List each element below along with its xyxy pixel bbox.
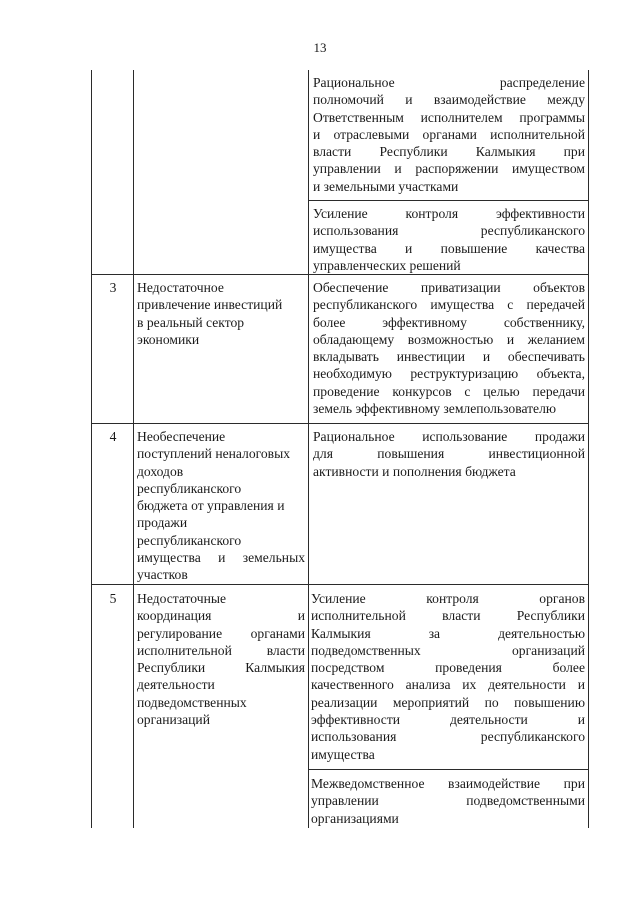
- page-number: 13: [313, 40, 327, 55]
- text-line: более эффективному собственнику,: [313, 314, 585, 330]
- text-line: бюджета от управления и: [137, 498, 285, 514]
- row-divider: [91, 423, 588, 424]
- measure-cell: [313, 279, 585, 417]
- text-line: эффективности деятельности и: [311, 712, 585, 728]
- text-line: для повышения инвестиционной: [313, 446, 585, 462]
- table-border-right: [588, 70, 589, 828]
- text-line: и отраслевыми органами исполнительной: [313, 126, 585, 142]
- text-line: Рациональное распределение: [313, 75, 585, 90]
- text-line: исполнительной власти Республики: [311, 608, 585, 624]
- text-line: республиканского: [137, 532, 242, 548]
- text-line: экономики: [137, 331, 200, 347]
- row-number: 5: [109, 591, 117, 606]
- text-line: Рациональное использование продажи: [313, 429, 585, 444]
- text-line: поступлений неналоговых: [137, 446, 291, 462]
- text-line: имущества и повышение качества: [313, 240, 585, 256]
- text-line: организациями: [311, 810, 399, 826]
- text-line: республиканского: [137, 480, 242, 496]
- text-line: Обеспечение приватизации объектов: [313, 280, 585, 295]
- text-line: подведомственных: [137, 694, 247, 710]
- row-number: 4: [109, 429, 117, 444]
- measure-divider: [308, 200, 588, 201]
- text-line: использования республиканского: [313, 223, 585, 239]
- text-line: необходимую реструктуризацию объекта,: [313, 366, 585, 382]
- problem-cell: [137, 590, 305, 728]
- text-line: обладающему возможностью и желанием: [313, 331, 585, 347]
- text-line: имущества: [311, 746, 375, 762]
- measure-cell: [313, 428, 585, 480]
- measure-divider: [308, 769, 588, 770]
- text-line: Усиление контроля органов: [311, 591, 585, 606]
- measure-cell: [311, 590, 585, 763]
- text-line: организаций: [137, 712, 210, 728]
- text-line: имущества и земельных: [137, 550, 305, 566]
- text-line: регулирование органами: [137, 625, 305, 641]
- text-line: Недостаточное: [137, 280, 224, 295]
- text-line: Усиление контроля эффективности: [313, 206, 585, 221]
- problem-cell: [137, 279, 305, 348]
- measure-cell: [313, 74, 585, 195]
- text-line: использования республиканского: [311, 729, 585, 745]
- text-line: вкладывать инвестиции и обеспечивать: [313, 349, 585, 365]
- measure-cell: [313, 205, 585, 274]
- table-border-col1: [133, 70, 134, 828]
- text-line: власти Республики Калмыкия при: [313, 144, 585, 160]
- text-line: подведомственных организаций: [311, 642, 585, 658]
- text-line: продажи: [137, 515, 188, 531]
- table-border-col2: [308, 70, 309, 828]
- text-line: в реальный сектор: [137, 314, 245, 330]
- text-line: Ответственным исполнителем программы: [313, 109, 585, 125]
- text-line: Недостаточные: [137, 591, 227, 606]
- problem-cell: [137, 428, 305, 584]
- text-line: управлении и распоряжении имуществом: [313, 161, 585, 177]
- text-line: Республики Калмыкия: [137, 660, 305, 676]
- text-line: участков: [137, 567, 188, 583]
- row-number: 3: [109, 280, 117, 295]
- text-line: Необеспечение: [137, 429, 226, 444]
- text-line: земель эффективному землепользователю: [313, 401, 557, 417]
- text-line: полномочий и взаимодействие между: [313, 92, 585, 108]
- measure-cell: [311, 775, 585, 827]
- text-line: Межведомственное взаимодействие при: [311, 776, 585, 791]
- table-border-left: [91, 70, 92, 828]
- text-line: управлении подведомственными: [311, 793, 585, 809]
- text-line: активности и пополнения бюджета: [313, 463, 516, 479]
- row-divider: [91, 584, 588, 585]
- text-line: посредством проведения более: [311, 660, 585, 676]
- text-line: республиканского имущества с передачей: [313, 297, 585, 313]
- text-line: доходов: [137, 463, 184, 479]
- text-line: качественного анализа их деятельности и: [311, 677, 585, 693]
- text-line: координация и: [137, 608, 305, 624]
- text-line: реализации мероприятий по повышению: [311, 694, 585, 710]
- text-line: управленческих решений: [313, 257, 461, 273]
- text-line: деятельности: [137, 677, 215, 693]
- text-line: проведение конкурсов с целью передачи: [313, 383, 585, 399]
- text-line: Калмыкия за деятельностью: [311, 625, 585, 641]
- text-line: и земельными участками: [313, 178, 459, 194]
- text-line: исполнительной власти: [137, 642, 305, 658]
- text-line: привлечение инвестиций: [137, 297, 283, 313]
